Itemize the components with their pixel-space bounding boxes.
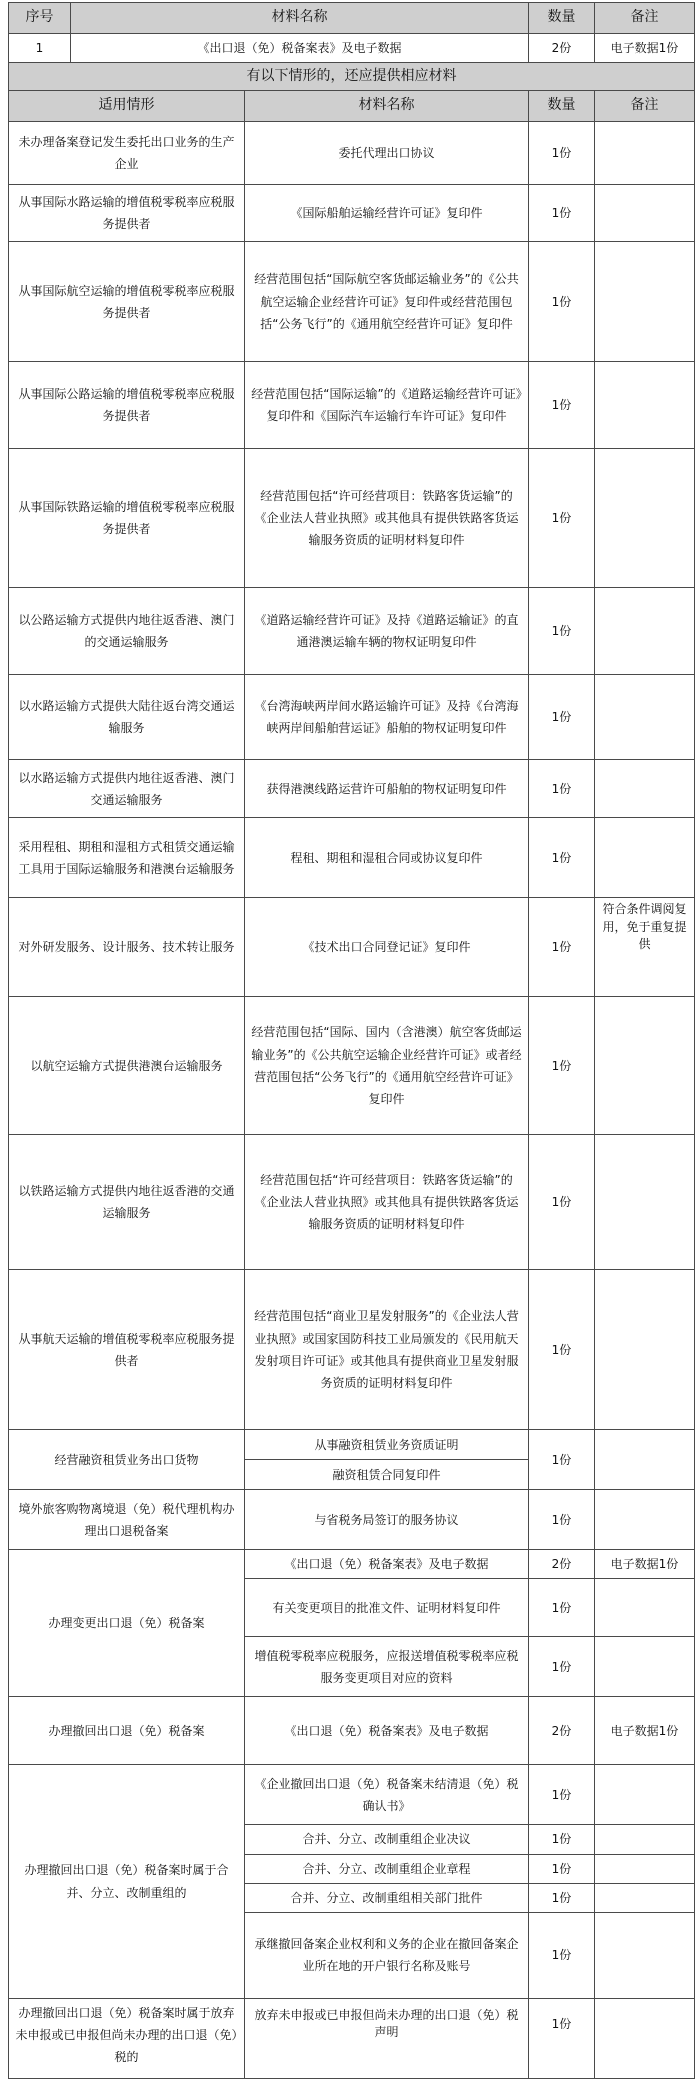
note-cell: 符合条件调阅复用，免于重复提供 (595, 898, 695, 997)
material-cell: 《技术出口合同登记证》复印件 (245, 898, 529, 997)
note-cell (595, 362, 695, 449)
qty-cell: 1份 (529, 1637, 595, 1697)
table-row (9, 1765, 695, 1825)
table-row (9, 449, 695, 588)
note-cell (595, 185, 695, 242)
qty-cell: 1份 (529, 675, 595, 760)
header-note: 备注 (595, 3, 695, 34)
table-row (9, 1135, 695, 1270)
material-cell: 与省税务局签订的服务协议 (245, 1490, 529, 1550)
material-cell: 经营范围包括“国际航空客货邮运输业务”的《公共航空运输企业经营许可证》复印件或经营范围包括“公务飞行”的《通用航空经营许可证》复印件 (245, 242, 529, 362)
note-cell (595, 760, 695, 818)
table-row (9, 122, 695, 185)
table-row (9, 1550, 695, 1579)
material-cell: 合并、分立、改制重组企业章程 (245, 1854, 529, 1883)
note-cell (595, 1637, 695, 1697)
qty-cell: 1份 (529, 588, 595, 675)
note-cell (595, 997, 695, 1135)
case-rows (9, 122, 695, 1430)
material-cell: 《台湾海峡两岸间水路运输许可证》及持《台湾海峡两岸间船舶营运证》船舶的物权证明复印件 (245, 675, 529, 760)
material-cell: 《国际船舶运输经营许可证》复印件 (245, 185, 529, 242)
note-cell (595, 588, 695, 675)
note-cell (595, 1490, 695, 1550)
material-cell: 《道路运输经营许可证》及持《道路运输证》的直通港澳运输车辆的物权证明复印件 (245, 588, 529, 675)
qty-cell: 1份 (529, 362, 595, 449)
material-cell: 合并、分立、改制重组相关部门批件 (245, 1883, 529, 1912)
row-note: 电子数据1份 (595, 34, 695, 63)
material-cell: 合并、分立、改制重组企业决议 (245, 1825, 529, 1854)
qty-cell: 1份 (529, 818, 595, 898)
note-cell (595, 1998, 695, 2078)
table-row (9, 362, 695, 449)
note-cell (595, 1430, 695, 1490)
table-header-row (9, 3, 695, 34)
qty-cell: 1份 (529, 1765, 595, 1825)
qty-cell: 1份 (529, 1854, 595, 1883)
table-row (9, 588, 695, 675)
table-row (9, 1490, 695, 1550)
case-cell: 境外旅客购物离境退（免）税代理机构办理出口退税备案 (9, 1490, 245, 1550)
note-cell (595, 449, 695, 588)
case-cell: 经营融资租赁业务出口货物 (9, 1430, 245, 1490)
case-cell: 办理变更出口退（免）税备案 (9, 1550, 245, 1697)
material-cell: 委托代理出口协议 (245, 122, 529, 185)
table-row (9, 34, 695, 63)
note-cell (595, 242, 695, 362)
material-cell: 从事融资租赁业务资质证明 (245, 1430, 529, 1460)
row-seq: 1 (9, 34, 71, 63)
case-cell: 以水路运输方式提供内地往返香港、澳门交通运输服务 (9, 760, 245, 818)
material-cell: 《企业撤回出口退（免）税备案未结清退（免）税确认书》 (245, 1765, 529, 1825)
qty-cell: 2份 (529, 1697, 595, 1765)
note-cell (595, 1883, 695, 1912)
table-row (9, 675, 695, 760)
case-cell: 从事航天运输的增值税零税率应税服务提供者 (9, 1270, 245, 1430)
note-cell (595, 1912, 695, 1998)
qty-cell: 1份 (529, 449, 595, 588)
material-cell: 获得港澳线路运营许可船舶的物权证明复印件 (245, 760, 529, 818)
materials-table (8, 2, 695, 2079)
qty-cell: 1份 (529, 185, 595, 242)
subheader-material: 材料名称 (245, 91, 529, 122)
qty-cell: 2份 (529, 1550, 595, 1579)
note-cell (595, 122, 695, 185)
table-row (9, 185, 695, 242)
material-cell: 放弃未申报或已申报但尚未办理的出口退（免）税声明 (245, 1998, 529, 2078)
qty-cell: 1份 (529, 1490, 595, 1550)
qty-cell: 1份 (529, 1998, 595, 2078)
case-cell: 未办理备案登记发生委托出口业务的生产企业 (9, 122, 245, 185)
case-cell: 从事国际航空运输的增值税零税率应税服务提供者 (9, 242, 245, 362)
case-cell: 对外研发服务、设计服务、技术转让服务 (9, 898, 245, 997)
material-cell: 经营范围包括“国际运输”的《道路运输经营许可证》复印件和《国际汽车运输行车许可证》复印件 (245, 362, 529, 449)
table-row (9, 1430, 695, 1460)
table-row (9, 1270, 695, 1430)
qty-cell: 1份 (529, 898, 595, 997)
note-cell (595, 1825, 695, 1854)
qty-cell: 1份 (529, 122, 595, 185)
material-cell: 经营范围包括“商业卫星发射服务”的《企业法人营业执照》或国家国防科技工业局颁发的《民用航天发射项目许可证》或其他具有提供商业卫星发射服务资质的证明材料复印件 (245, 1270, 529, 1430)
case-cell: 办理撤回出口退（免）税备案时属于放弃未申报或已申报但尚未办理的出口退（免）税的 (9, 1998, 245, 2078)
note-cell (595, 1579, 695, 1637)
qty-cell: 1份 (529, 1135, 595, 1270)
material-cell: 经营范围包括“许可经营项目：铁路客货运输”的《企业法人营业执照》或其他具有提供铁路客货运输服务资质的证明材料复印件 (245, 449, 529, 588)
table-row (9, 760, 695, 818)
note-cell (595, 1270, 695, 1430)
material-cell: 《出口退（免）税备案表》及电子数据 (245, 1697, 529, 1765)
qty-cell: 1份 (529, 1270, 595, 1430)
note-cell (595, 1135, 695, 1270)
table-row (9, 242, 695, 362)
case-cell: 从事国际公路运输的增值税零税率应税服务提供者 (9, 362, 245, 449)
note-cell: 电子数据1份 (595, 1697, 695, 1765)
section-banner: 有以下情形的，还应提供相应材料 (9, 63, 695, 91)
qty-cell: 1份 (529, 1430, 595, 1490)
subheader-qty: 数量 (529, 91, 595, 122)
material-cell: 经营范围包括“许可经营项目：铁路客货运输”的《企业法人营业执照》或其他具有提供铁路客货运输服务资质的证明材料复印件 (245, 1135, 529, 1270)
material-cell: 经营范围包括“国际、国内（含港澳）航空客货邮运输业务”的《公共航空运输企业经营许可证》或者经营范围包括“公务飞行”的《通用航空经营许可证》复印件 (245, 997, 529, 1135)
subheader-row (9, 91, 695, 122)
note-cell (595, 675, 695, 760)
material-cell: 《出口退（免）税备案表》及电子数据 (245, 1550, 529, 1579)
table-row (9, 1998, 695, 2078)
case-cell: 从事国际铁路运输的增值税零税率应税服务提供者 (9, 449, 245, 588)
qty-cell: 1份 (529, 997, 595, 1135)
material-cell: 有关变更项目的批准文件、证明材料复印件 (245, 1579, 529, 1637)
qty-cell: 1份 (529, 760, 595, 818)
material-cell: 融资租赁合同复印件 (245, 1460, 529, 1490)
case-cell: 从事国际水路运输的增值税零税率应税服务提供者 (9, 185, 245, 242)
material-cell: 承继撤回备案企业权利和义务的企业在撤回备案企业所在地的开户银行名称及账号 (245, 1912, 529, 1998)
material-cell: 增值税零税率应税服务，应报送增值税零税率应税服务变更项目对应的资料 (245, 1637, 529, 1697)
qty-cell: 1份 (529, 242, 595, 362)
case-cell: 办理撤回出口退（免）税备案 (9, 1697, 245, 1765)
header-qty: 数量 (529, 3, 595, 34)
material-cell: 程租、期租和湿租合同或协议复印件 (245, 818, 529, 898)
note-cell (595, 1765, 695, 1825)
case-cell: 以公路运输方式提供内地往返香港、澳门的交通运输服务 (9, 588, 245, 675)
note-cell (595, 818, 695, 898)
qty-cell: 1份 (529, 1579, 595, 1637)
qty-cell: 1份 (529, 1883, 595, 1912)
row-qty: 2份 (529, 34, 595, 63)
header-seq: 序号 (9, 3, 71, 34)
case-cell: 采用程租、期租和湿租方式租赁交通运输工具用于国际运输服务和港澳台运输服务 (9, 818, 245, 898)
table-row (9, 818, 695, 898)
table-row (9, 898, 695, 997)
note-cell: 电子数据1份 (595, 1550, 695, 1579)
subheader-note: 备注 (595, 91, 695, 122)
table-row (9, 997, 695, 1135)
case-cell: 办理撤回出口退（免）税备案时属于合并、分立、改制重组的 (9, 1765, 245, 1999)
section-banner-row (9, 63, 695, 91)
table-row (9, 1697, 695, 1765)
row-material: 《出口退（免）税备案表》及电子数据 (71, 34, 529, 63)
header-material: 材料名称 (71, 3, 529, 34)
case-cell: 以水路运输方式提供大陆往返台湾交通运输服务 (9, 675, 245, 760)
subheader-case: 适用情形 (9, 91, 245, 122)
qty-cell: 1份 (529, 1825, 595, 1854)
note-cell (595, 1854, 695, 1883)
case-cell: 以航空运输方式提供港澳台运输服务 (9, 997, 245, 1135)
qty-cell: 1份 (529, 1912, 595, 1998)
case-cell: 以铁路运输方式提供内地往返香港的交通运输服务 (9, 1135, 245, 1270)
